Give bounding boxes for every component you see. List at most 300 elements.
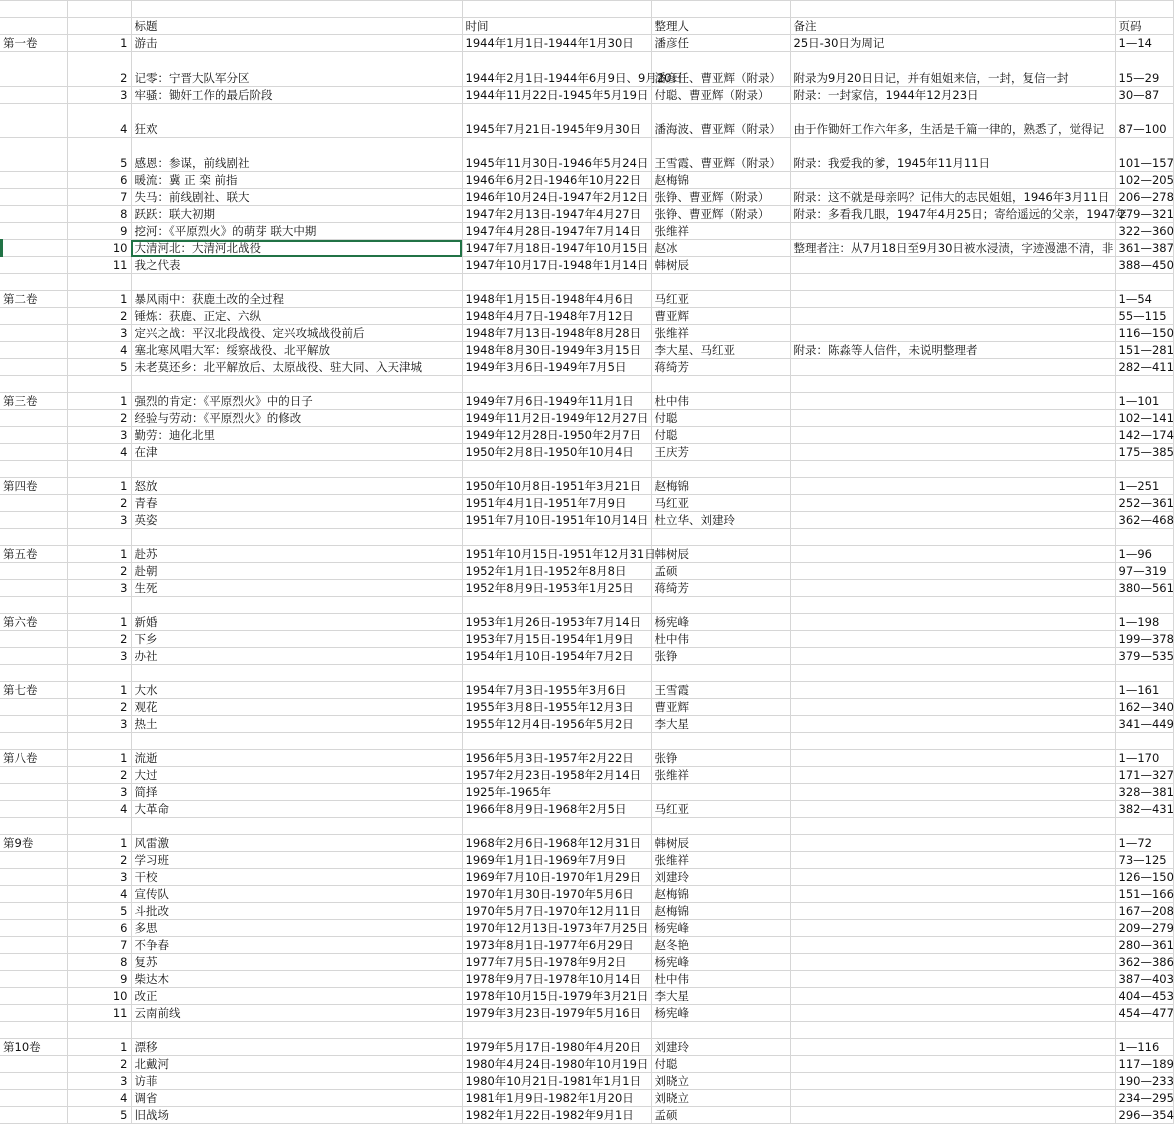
pages-cell[interactable]: 322—360 <box>1115 223 1173 240</box>
editor-cell[interactable]: 付聪 <box>651 427 790 444</box>
time-cell[interactable]: 1979年3月23日-1979年5月16日 <box>462 1005 651 1022</box>
note-cell[interactable] <box>790 1090 1115 1107</box>
editor-cell[interactable]: 杨宪峰 <box>651 614 790 631</box>
empty-cell[interactable] <box>0 274 67 291</box>
pages-cell[interactable]: 116—150 <box>1115 325 1173 342</box>
time-cell[interactable]: 1948年8月30日-1949年3月15日 <box>462 342 651 359</box>
number-cell[interactable]: 8 <box>67 206 131 223</box>
time-cell[interactable]: 1945年7月21日-1945年9月30日 <box>462 104 651 138</box>
number-cell[interactable]: 1 <box>67 835 131 852</box>
pages-cell[interactable]: 234—295 <box>1115 1090 1173 1107</box>
volume-cell[interactable]: 第9卷 <box>0 835 67 852</box>
pages-cell[interactable]: 280—361 <box>1115 937 1173 954</box>
editor-cell[interactable]: 李大星 <box>651 988 790 1005</box>
number-cell[interactable]: 5 <box>67 138 131 172</box>
empty-cell[interactable] <box>131 376 462 393</box>
empty-cell[interactable] <box>1115 1 1173 18</box>
note-cell[interactable] <box>790 546 1115 563</box>
pages-cell[interactable]: 199—378 <box>1115 631 1173 648</box>
empty-cell[interactable] <box>131 818 462 835</box>
volume-cell[interactable]: 第七卷 <box>0 682 67 699</box>
empty-cell[interactable] <box>462 529 651 546</box>
volume-cell[interactable] <box>0 427 67 444</box>
editor-cell[interactable]: 孟硕 <box>651 563 790 580</box>
number-cell[interactable]: 8 <box>67 954 131 971</box>
title-cell[interactable]: 学习班 <box>131 852 462 869</box>
volume-cell[interactable] <box>0 87 67 104</box>
volume-cell[interactable] <box>0 784 67 801</box>
editor-cell[interactable]: 王庆芳 <box>651 444 790 461</box>
volume-cell[interactable] <box>0 988 67 1005</box>
empty-cell[interactable] <box>0 461 67 478</box>
number-cell[interactable]: 4 <box>67 886 131 903</box>
number-cell[interactable]: 4 <box>67 342 131 359</box>
volume-cell[interactable] <box>0 308 67 325</box>
pages-cell[interactable]: 162—340 <box>1115 699 1173 716</box>
number-cell[interactable]: 3 <box>67 648 131 665</box>
pages-cell[interactable]: 151—281 <box>1115 342 1173 359</box>
empty-cell[interactable] <box>462 665 651 682</box>
pages-cell[interactable]: 1—72 <box>1115 835 1173 852</box>
title-cell[interactable]: 大水 <box>131 682 462 699</box>
time-cell[interactable]: 1925年-1965年 <box>462 784 651 801</box>
editor-cell[interactable]: 刘建玲 <box>651 869 790 886</box>
time-cell[interactable]: 1980年10月21日-1981年1月1日 <box>462 1073 651 1090</box>
editor-cell[interactable]: 马红亚 <box>651 801 790 818</box>
time-cell[interactable]: 1951年4月1日-1951年7月9日 <box>462 495 651 512</box>
number-cell[interactable]: 3 <box>67 427 131 444</box>
editor-cell[interactable]: 李大星、马红亚 <box>651 342 790 359</box>
title-cell[interactable]: 大清河北：大清河北战役 <box>131 240 462 257</box>
empty-cell[interactable] <box>651 665 790 682</box>
number-cell[interactable]: 2 <box>67 308 131 325</box>
number-cell[interactable]: 3 <box>67 512 131 529</box>
header-editor[interactable]: 整理人 <box>651 18 790 35</box>
number-cell[interactable]: 9 <box>67 223 131 240</box>
pages-cell[interactable]: 102—205 <box>1115 172 1173 189</box>
volume-cell[interactable]: 第10卷 <box>0 1039 67 1056</box>
editor-cell[interactable]: 赵梅锦 <box>651 903 790 920</box>
title-cell[interactable]: 漂移 <box>131 1039 462 1056</box>
editor-cell[interactable]: 张维祥 <box>651 767 790 784</box>
editor-cell[interactable]: 赵梅锦 <box>651 478 790 495</box>
number-cell[interactable]: 10 <box>67 988 131 1005</box>
note-cell[interactable] <box>790 614 1115 631</box>
volume-cell[interactable] <box>0 240 67 257</box>
volume-cell[interactable] <box>0 138 67 172</box>
note-cell[interactable] <box>790 580 1115 597</box>
title-cell[interactable]: 宣传队 <box>131 886 462 903</box>
time-cell[interactable]: 1955年3月8日-1955年12月3日 <box>462 699 651 716</box>
time-cell[interactable]: 1979年5月17日-1980年4月20日 <box>462 1039 651 1056</box>
empty-cell[interactable] <box>462 818 651 835</box>
time-cell[interactable]: 1973年8月1日-1977年6月29日 <box>462 937 651 954</box>
time-cell[interactable]: 1949年7月6日-1949年11月1日 <box>462 393 651 410</box>
editor-cell[interactable]: 孟硕 <box>651 1107 790 1124</box>
pages-cell[interactable]: 404—453 <box>1115 988 1173 1005</box>
number-cell[interactable]: 3 <box>67 325 131 342</box>
volume-cell[interactable] <box>0 342 67 359</box>
empty-cell[interactable] <box>651 818 790 835</box>
title-cell[interactable]: 英姿 <box>131 512 462 529</box>
volume-cell[interactable] <box>0 869 67 886</box>
volume-cell[interactable] <box>0 1073 67 1090</box>
volume-cell[interactable] <box>0 886 67 903</box>
note-cell[interactable]: 附录：多看我几眼，1947年4月25日；寄给遥远的父亲，1947年 <box>790 206 1115 223</box>
editor-cell[interactable]: 杨宪峰 <box>651 920 790 937</box>
pages-cell[interactable]: 388—450 <box>1115 257 1173 274</box>
pages-cell[interactable]: 328—381 <box>1115 784 1173 801</box>
number-cell[interactable]: 7 <box>67 937 131 954</box>
empty-cell[interactable] <box>462 376 651 393</box>
empty-cell[interactable] <box>1115 376 1173 393</box>
volume-cell[interactable] <box>0 648 67 665</box>
empty-cell[interactable] <box>0 1022 67 1039</box>
number-cell[interactable]: 5 <box>67 903 131 920</box>
note-cell[interactable] <box>790 1005 1115 1022</box>
note-cell[interactable] <box>790 1107 1115 1124</box>
pages-cell[interactable]: 379—535 <box>1115 648 1173 665</box>
number-cell[interactable]: 1 <box>67 546 131 563</box>
title-cell[interactable]: 改正 <box>131 988 462 1005</box>
volume-cell[interactable] <box>0 852 67 869</box>
title-cell[interactable]: 干校 <box>131 869 462 886</box>
volume-cell[interactable]: 第四卷 <box>0 478 67 495</box>
note-cell[interactable] <box>790 869 1115 886</box>
number-cell[interactable]: 4 <box>67 104 131 138</box>
title-cell[interactable]: 大革命 <box>131 801 462 818</box>
editor-cell[interactable]: 曹亚辉 <box>651 308 790 325</box>
title-cell[interactable]: 复苏 <box>131 954 462 971</box>
pages-cell[interactable]: 167—208 <box>1115 903 1173 920</box>
volume-cell[interactable] <box>0 495 67 512</box>
empty-cell[interactable] <box>651 733 790 750</box>
title-cell[interactable]: 生死 <box>131 580 462 597</box>
note-cell[interactable]: 附录：陈淼等人信件，未说明整理者 <box>790 342 1115 359</box>
volume-cell[interactable] <box>0 1056 67 1073</box>
volume-cell[interactable] <box>0 903 67 920</box>
volume-cell[interactable] <box>0 920 67 937</box>
note-cell[interactable] <box>790 784 1115 801</box>
empty-cell[interactable] <box>67 529 131 546</box>
empty-cell[interactable] <box>462 733 651 750</box>
pages-cell[interactable]: 279—321 <box>1115 206 1173 223</box>
header-pages[interactable]: 页码 <box>1115 18 1173 35</box>
pages-cell[interactable]: 206—278 <box>1115 189 1173 206</box>
volume-cell[interactable]: 第一卷 <box>0 35 67 52</box>
editor-cell[interactable]: 张铮 <box>651 648 790 665</box>
note-cell[interactable] <box>790 903 1115 920</box>
empty-cell[interactable] <box>131 274 462 291</box>
time-cell[interactable]: 1953年1月26日-1953年7月14日 <box>462 614 651 631</box>
note-cell[interactable] <box>790 954 1115 971</box>
number-cell[interactable]: 5 <box>67 359 131 376</box>
pages-cell[interactable]: 361—387 <box>1115 240 1173 257</box>
editor-cell[interactable]: 杜中伟 <box>651 393 790 410</box>
time-cell[interactable]: 1966年8月9日-1968年2月5日 <box>462 801 651 818</box>
time-cell[interactable]: 1970年12月13日-1973年7月25日 <box>462 920 651 937</box>
time-cell[interactable]: 1968年2月6日-1968年12月31日 <box>462 835 651 852</box>
pages-cell[interactable]: 341—449 <box>1115 716 1173 733</box>
note-cell[interactable] <box>790 682 1115 699</box>
pages-cell[interactable]: 387—403 <box>1115 971 1173 988</box>
empty-cell[interactable] <box>462 274 651 291</box>
time-cell[interactable]: 1980年4月24日-1980年10月19日 <box>462 1056 651 1073</box>
number-cell[interactable]: 3 <box>67 87 131 104</box>
title-cell[interactable]: 牢骚：锄奸工作的最后阶段 <box>131 87 462 104</box>
empty-cell[interactable] <box>651 1022 790 1039</box>
pages-cell[interactable]: 15—29 <box>1115 52 1173 87</box>
note-cell[interactable] <box>790 988 1115 1005</box>
empty-cell[interactable] <box>790 1 1115 18</box>
note-cell[interactable] <box>790 648 1115 665</box>
editor-cell[interactable]: 张维祥 <box>651 852 790 869</box>
empty-cell[interactable] <box>67 274 131 291</box>
empty-cell[interactable] <box>651 376 790 393</box>
volume-cell[interactable] <box>0 767 67 784</box>
time-cell[interactable]: 1970年5月7日-1970年12月11日 <box>462 903 651 920</box>
empty-cell[interactable] <box>0 529 67 546</box>
editor-cell[interactable]: 付聪 <box>651 410 790 427</box>
title-cell[interactable]: 游击 <box>131 35 462 52</box>
empty-cell[interactable] <box>67 376 131 393</box>
time-cell[interactable]: 1957年2月23日-1958年2月14日 <box>462 767 651 784</box>
pages-cell[interactable]: 1—116 <box>1115 1039 1173 1056</box>
header-time[interactable]: 时间 <box>462 18 651 35</box>
time-cell[interactable]: 1970年1月30日-1970年5月6日 <box>462 886 651 903</box>
note-cell[interactable] <box>790 478 1115 495</box>
volume-cell[interactable]: 第二卷 <box>0 291 67 308</box>
header-volume[interactable] <box>0 18 67 35</box>
volume-cell[interactable] <box>0 1107 67 1124</box>
time-cell[interactable]: 1947年2月13日-1947年4月27日 <box>462 206 651 223</box>
title-cell[interactable]: 北戴河 <box>131 1056 462 1073</box>
volume-cell[interactable]: 第三卷 <box>0 393 67 410</box>
pages-cell[interactable]: 175—385 <box>1115 444 1173 461</box>
number-cell[interactable]: 4 <box>67 1090 131 1107</box>
empty-cell[interactable] <box>790 818 1115 835</box>
volume-cell[interactable] <box>0 512 67 529</box>
number-cell[interactable]: 6 <box>67 172 131 189</box>
time-cell[interactable]: 1948年7月13日-1948年8月28日 <box>462 325 651 342</box>
title-cell[interactable]: 失马：前线剧社、联大 <box>131 189 462 206</box>
note-cell[interactable] <box>790 767 1115 784</box>
note-cell[interactable] <box>790 291 1115 308</box>
pages-cell[interactable]: 117—189 <box>1115 1056 1173 1073</box>
note-cell[interactable] <box>790 308 1115 325</box>
editor-cell[interactable]: 马红亚 <box>651 495 790 512</box>
pages-cell[interactable]: 1—101 <box>1115 393 1173 410</box>
title-cell[interactable]: 挖河：《平原烈火》的萌芽 联大中期 <box>131 223 462 240</box>
editor-cell[interactable]: 张铮 <box>651 750 790 767</box>
time-cell[interactable]: 1948年1月15日-1948年4月6日 <box>462 291 651 308</box>
number-cell[interactable]: 1 <box>67 750 131 767</box>
number-cell[interactable]: 4 <box>67 801 131 818</box>
time-cell[interactable]: 1978年9月7日-1978年10月14日 <box>462 971 651 988</box>
time-cell[interactable]: 1947年10月17日-1948年1月14日 <box>462 257 651 274</box>
editor-cell[interactable]: 刘晓立 <box>651 1090 790 1107</box>
empty-cell[interactable] <box>1115 461 1173 478</box>
note-cell[interactable] <box>790 716 1115 733</box>
number-cell[interactable]: 2 <box>67 631 131 648</box>
volume-cell[interactable] <box>0 563 67 580</box>
empty-cell[interactable] <box>790 597 1115 614</box>
editor-cell[interactable]: 潘彦任、曹亚辉（附录） <box>651 52 790 87</box>
empty-cell[interactable] <box>462 1 651 18</box>
note-cell[interactable] <box>790 1073 1115 1090</box>
pages-cell[interactable]: 380—561 <box>1115 580 1173 597</box>
empty-cell[interactable] <box>462 597 651 614</box>
editor-cell[interactable]: 张铮、曹亚辉（附录） <box>651 189 790 206</box>
pages-cell[interactable]: 101—157 <box>1115 138 1173 172</box>
title-cell[interactable]: 暴风雨中：获鹿土改的全过程 <box>131 291 462 308</box>
pages-cell[interactable]: 171—327 <box>1115 767 1173 784</box>
title-cell[interactable]: 不争春 <box>131 937 462 954</box>
time-cell[interactable]: 1948年4月7日-1948年7月12日 <box>462 308 651 325</box>
header-note[interactable]: 备注 <box>790 18 1115 35</box>
title-cell[interactable]: 青春 <box>131 495 462 512</box>
number-cell[interactable]: 7 <box>67 189 131 206</box>
note-cell[interactable]: 附录：一封家信，1944年12月23日 <box>790 87 1115 104</box>
empty-cell[interactable] <box>67 1022 131 1039</box>
editor-cell[interactable]: 杜立华、刘建玲 <box>651 512 790 529</box>
title-cell[interactable]: 定兴之战：平汉北段战役、定兴攻城战役前后 <box>131 325 462 342</box>
empty-cell[interactable] <box>67 597 131 614</box>
volume-cell[interactable] <box>0 410 67 427</box>
time-cell[interactable]: 1981年1月9日-1982年1月20日 <box>462 1090 651 1107</box>
pages-cell[interactable]: 1—54 <box>1115 291 1173 308</box>
time-cell[interactable]: 1947年7月18日-1947年10月15日 <box>462 240 651 257</box>
note-cell[interactable]: 整理者注：从7月18日至9月30日被水浸渍，字迹漫漶不清，非 <box>790 240 1115 257</box>
empty-cell[interactable] <box>790 665 1115 682</box>
editor-cell[interactable]: 刘晓立 <box>651 1073 790 1090</box>
note-cell[interactable] <box>790 1056 1115 1073</box>
number-cell[interactable]: 2 <box>67 410 131 427</box>
title-cell[interactable]: 感恩：参谋，前线剧社 <box>131 138 462 172</box>
empty-cell[interactable] <box>67 1 131 18</box>
number-cell[interactable]: 1 <box>67 1039 131 1056</box>
number-cell[interactable]: 1 <box>67 682 131 699</box>
empty-cell[interactable] <box>131 665 462 682</box>
volume-cell[interactable]: 第八卷 <box>0 750 67 767</box>
title-cell[interactable]: 赴朝 <box>131 563 462 580</box>
title-cell[interactable]: 大过 <box>131 767 462 784</box>
number-cell[interactable]: 2 <box>67 495 131 512</box>
empty-cell[interactable] <box>67 733 131 750</box>
number-cell[interactable]: 2 <box>67 767 131 784</box>
editor-cell[interactable]: 杜中伟 <box>651 631 790 648</box>
note-cell[interactable] <box>790 801 1115 818</box>
note-cell[interactable] <box>790 1039 1115 1056</box>
empty-cell[interactable] <box>790 461 1115 478</box>
time-cell[interactable]: 1944年11月22日-1945年5月19日 <box>462 87 651 104</box>
volume-cell[interactable] <box>0 223 67 240</box>
title-cell[interactable]: 访菲 <box>131 1073 462 1090</box>
empty-cell[interactable] <box>790 1022 1115 1039</box>
title-cell[interactable]: 记零：宁晋大队军分区 <box>131 52 462 87</box>
volume-cell[interactable] <box>0 189 67 206</box>
volume-cell[interactable] <box>0 937 67 954</box>
pages-cell[interactable]: 382—431 <box>1115 801 1173 818</box>
empty-cell[interactable] <box>67 461 131 478</box>
time-cell[interactable]: 1982年1月22日-1982年9月1日 <box>462 1107 651 1124</box>
editor-cell[interactable]: 韩树辰 <box>651 546 790 563</box>
note-cell[interactable] <box>790 886 1115 903</box>
time-cell[interactable]: 1954年7月3日-1955年3月6日 <box>462 682 651 699</box>
empty-cell[interactable] <box>0 597 67 614</box>
title-cell[interactable]: 热土 <box>131 716 462 733</box>
title-cell[interactable]: 观花 <box>131 699 462 716</box>
note-cell[interactable] <box>790 444 1115 461</box>
volume-cell[interactable] <box>0 699 67 716</box>
editor-cell[interactable]: 付聪、曹亚辉（附录） <box>651 87 790 104</box>
pages-cell[interactable]: 362—468 <box>1115 512 1173 529</box>
number-cell[interactable]: 3 <box>67 1073 131 1090</box>
editor-cell[interactable]: 张维祥 <box>651 223 790 240</box>
pages-cell[interactable]: 1—14 <box>1115 35 1173 52</box>
header-title[interactable]: 标题 <box>131 18 462 35</box>
editor-cell[interactable]: 蒋绮芳 <box>651 580 790 597</box>
number-cell[interactable]: 2 <box>67 852 131 869</box>
note-cell[interactable]: 由于作锄奸工作六年多，生活是千篇一律的，熟悉了，觉得记 <box>790 104 1115 138</box>
editor-cell[interactable] <box>651 784 790 801</box>
empty-cell[interactable] <box>790 376 1115 393</box>
title-cell[interactable]: 经验与劳动：《平原烈火》的修改 <box>131 410 462 427</box>
pages-cell[interactable]: 73—125 <box>1115 852 1173 869</box>
editor-cell[interactable]: 王雪霞 <box>651 682 790 699</box>
note-cell[interactable] <box>790 359 1115 376</box>
editor-cell[interactable]: 王雪霞、曹亚辉（附录） <box>651 138 790 172</box>
title-cell[interactable]: 新婚 <box>131 614 462 631</box>
title-cell[interactable]: 简择 <box>131 784 462 801</box>
time-cell[interactable]: 1952年1月1日-1952年8月8日 <box>462 563 651 580</box>
time-cell[interactable]: 1950年2月8日-1950年10月4日 <box>462 444 651 461</box>
pages-cell[interactable]: 87—100 <box>1115 104 1173 138</box>
time-cell[interactable]: 1949年3月6日-1949年7月5日 <box>462 359 651 376</box>
empty-cell[interactable] <box>1115 274 1173 291</box>
editor-cell[interactable]: 韩树辰 <box>651 835 790 852</box>
note-cell[interactable] <box>790 750 1115 767</box>
empty-cell[interactable] <box>1115 529 1173 546</box>
time-cell[interactable]: 1949年11月2日-1949年12月27日 <box>462 410 651 427</box>
number-cell[interactable]: 3 <box>67 869 131 886</box>
title-cell[interactable]: 狂欢 <box>131 104 462 138</box>
pages-cell[interactable]: 362—386 <box>1115 954 1173 971</box>
time-cell[interactable]: 1956年5月3日-1957年2月22日 <box>462 750 651 767</box>
pages-cell[interactable]: 1—251 <box>1115 478 1173 495</box>
number-cell[interactable]: 9 <box>67 971 131 988</box>
editor-cell[interactable]: 李大星 <box>651 716 790 733</box>
time-cell[interactable]: 1969年7月10日-1970年1月29日 <box>462 869 651 886</box>
editor-cell[interactable]: 杨宪峰 <box>651 954 790 971</box>
empty-cell[interactable] <box>1115 818 1173 835</box>
volume-cell[interactable] <box>0 1005 67 1022</box>
note-cell[interactable] <box>790 427 1115 444</box>
editor-cell[interactable]: 马红亚 <box>651 291 790 308</box>
volume-cell[interactable] <box>0 359 67 376</box>
empty-cell[interactable] <box>131 461 462 478</box>
number-cell[interactable]: 11 <box>67 1005 131 1022</box>
volume-cell[interactable] <box>0 257 67 274</box>
number-cell[interactable]: 1 <box>67 393 131 410</box>
title-cell[interactable]: 斗批改 <box>131 903 462 920</box>
title-cell[interactable]: 勤劳：迪化北里 <box>131 427 462 444</box>
pages-cell[interactable]: 252—361 <box>1115 495 1173 512</box>
empty-cell[interactable] <box>67 665 131 682</box>
editor-cell[interactable]: 杜中伟 <box>651 971 790 988</box>
note-cell[interactable]: 附录为9月20日日记，并有姐姐来信，一封，复信一封 <box>790 52 1115 87</box>
editor-cell[interactable]: 赵梅锦 <box>651 172 790 189</box>
